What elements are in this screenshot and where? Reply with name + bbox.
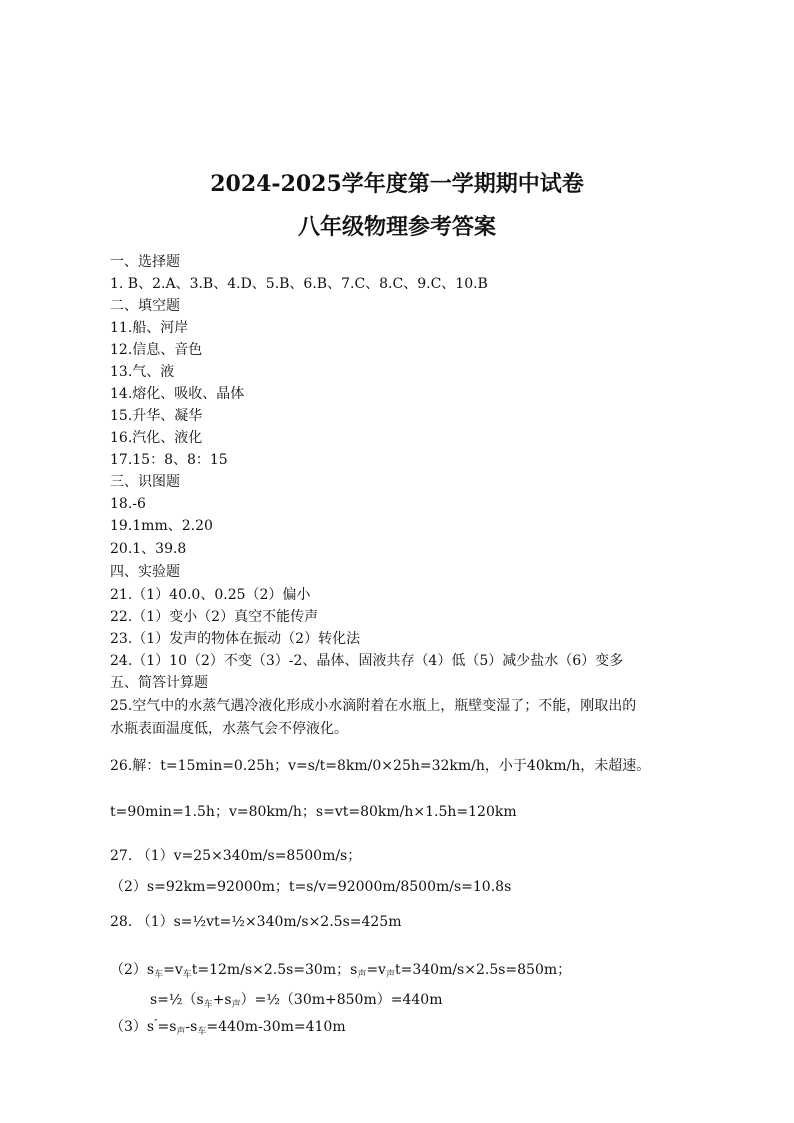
answer-15: 15.升华、凝华 [110,408,203,424]
section-figure-heading: 三、识图题 [110,474,180,490]
answer-key-title: 八年级物理参考答案 [297,214,496,240]
answer-14: 14.熔化、吸收、晶体 [110,386,245,402]
answer-28-line3: $s=\frac{1}{2}(s_车+s_声)=\frac{1}{2}(30m+850m)=440m$ [150,992,443,1010]
answer-27-line1: 27. （1）v=25×340m/s=8500m/s； [110,848,362,864]
answer-18: 18.-6 [110,496,146,512]
answer-16: 16.汽化、液化 [110,430,203,446]
answer-23: 23.（1）发声的物体在振动（2）转化法 [110,631,361,647]
answer-17: 17.15：8、8：15 [110,452,228,468]
answer-20: 20.1、39.8 [110,541,187,557]
answer-22: 22.（1）变小（2）真空不能传声 [110,609,319,625]
answer-12: 12.信息、音色 [110,342,203,358]
section-choice-heading: 一、选择题 [110,254,180,270]
answer-25-line1: 25.空气中的水蒸气遇冷液化形成小水滴附着在水瓶上，瓶壁变湿了；不能，刚取出的 [110,698,637,714]
section-fill-heading: 二、填空题 [110,298,180,314]
answer-24: 24.（1）10（2）不变（3）-2、晶体、固液共存（4）低（5）减少盐水（6）变多 [110,653,624,669]
answer-1-10: 1. B、2.A、3.B、4.D、5.B、6.B、7.C、8.C、9.C、10.B [110,276,488,292]
answer-11: 11.船、河岸 [110,320,189,336]
answer-28-line4: $(3)s''=s_声-s_车=440m-30m=410m$ [110,1019,346,1037]
answer-28-line1: 28. （1）s=½vt=½×340m/s×2.5s=425m [110,914,402,930]
answer-26-line2: t=90min=1.5h；v=80km/h；s=vt=80km/h×1.5h=120km [110,804,517,820]
answer-28-line2: $(2)s_车=v_车t=12m/s\times 2.5s=30m$；$s_声=v_声t=340m/s\times 2.5s=850m$； [110,962,572,980]
answer-27-line2: （2）s=92km=92000m；t=s/v=92000m/8500m/s=10.8s [110,879,512,895]
answer-25-line2: 水瓶表面温度低，水蒸气会不停液化。 [110,721,348,737]
exam-title: 2024-2025学年度第一学期期中试卷 [210,171,584,197]
answer-19: 19.1mm、2.20 [110,518,213,534]
section-experiment-heading: 四、实验题 [110,564,180,580]
section-calc-heading: 五、简答计算题 [110,675,208,691]
answer-13: 13.气、液 [110,364,175,380]
answer-26-line1: 26.解：t=15min=0.25h；v=s/t=8km/0×25h=32km/h，小于40km/h，未超速。 [110,758,651,774]
answer-21: 21.（1）40.0、0.25（2）偏小 [110,587,311,603]
